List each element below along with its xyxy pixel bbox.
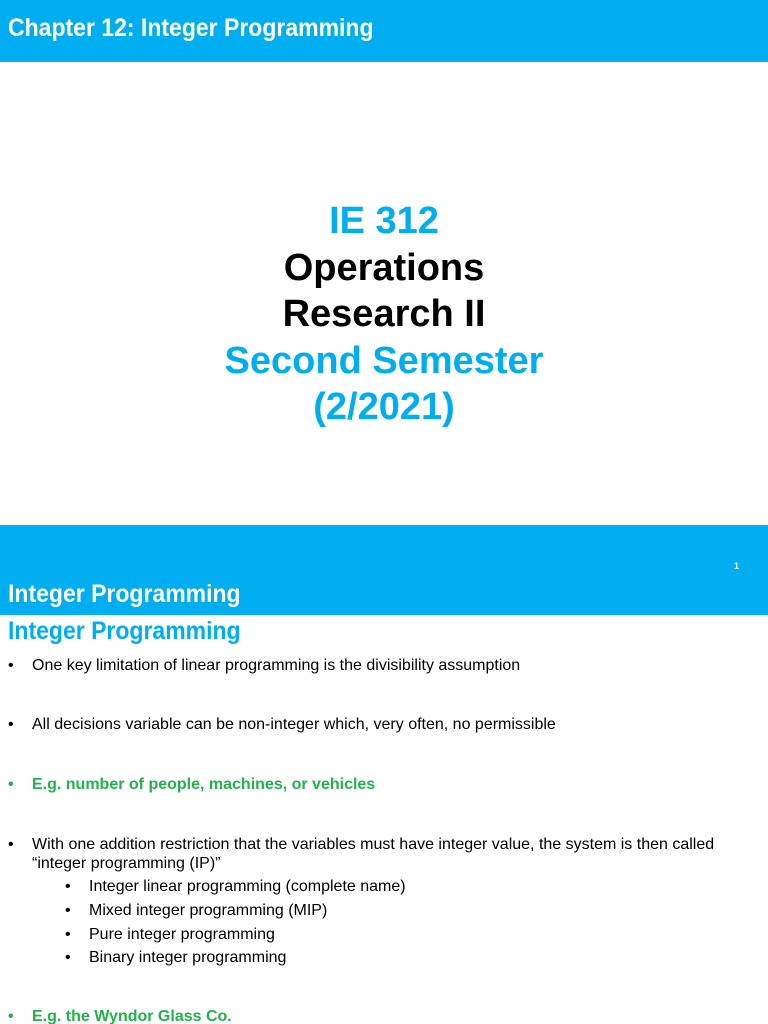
content-slide [0,525,768,1024]
sub-bullet-text: Binary integer programming [89,949,287,966]
sub-bullet-item [65,925,275,944]
sub-bullet-text: Mixed integer programming (MIP) [89,902,328,919]
bullet-dot-icon: • [65,949,71,966]
bullet-dot-icon: • [8,836,14,853]
slide-title: Integer Programming [8,580,241,608]
bullet-dot-icon: • [8,1008,14,1024]
bullet-item-highlight [8,775,764,794]
sub-bullet-item [65,948,286,967]
bullet-dot-icon: • [8,657,14,674]
bullet-dot-icon: • [65,902,71,919]
bullet-item-highlight [8,1007,764,1024]
sub-bullet-text: Integer linear programming (complete name) [89,878,406,895]
course-name-line-1: Operations [283,246,485,289]
bullet-text: E.g. number of people, machines, or vehicles [32,776,376,793]
slide-subtitle: Integer Programming [8,617,241,645]
term-label: (2/2021) [313,386,455,428]
sub-bullet-item [65,901,327,920]
slide-header-bar [0,525,768,615]
bullet-dot-icon: • [65,926,71,943]
course-code: IE 312 [329,200,439,242]
bullet-item [8,656,764,675]
bullet-text: All decisions variable can be non-integer which, very often, no permissible [32,716,556,733]
slide-header-bar [0,0,768,62]
bullet-text: With one addition restriction that the variables must have integer value, the system is then called “integer programming (IP)” [32,836,715,872]
bullet-item [8,835,764,873]
bullet-dot-icon: • [65,878,71,895]
sub-bullet-item [65,877,406,896]
page-number: 1 [734,561,740,571]
course-title-block [0,198,768,431]
bullet-text: E.g. the Wyndor Glass Co. [32,1008,232,1024]
bullet-dot-icon: • [8,776,14,793]
sub-bullet-text: Pure integer programming [89,926,275,943]
bullet-text: One key limitation of linear programming is the divisibility assumption [32,657,521,674]
bullet-dot-icon: • [8,716,14,733]
course-name-line-2: Research II [282,293,486,335]
chapter-title: Chapter 12: Integer Programming [8,14,374,42]
bullet-item [8,715,764,734]
semester-label: Second Semester [224,339,544,382]
